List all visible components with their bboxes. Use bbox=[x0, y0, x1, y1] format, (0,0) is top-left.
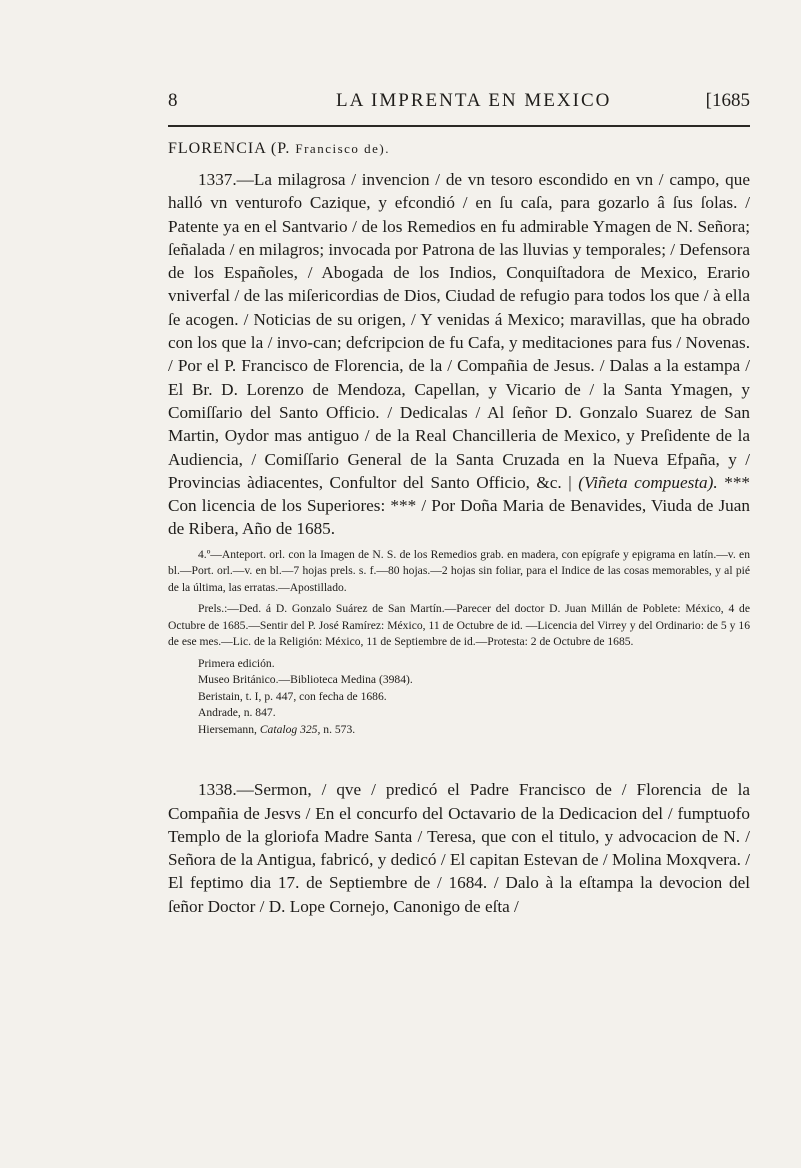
entry-1338-body: 1338.—Sermon, / qve / predicó el Padre Francisco de / Florencia de la Compañia de Jesvs / En el concurfo del Octavario de la Dedicacion del / fumptuofo Templo de la gloriofa Madre Santa / Teresa, que con el titulo, y advocacion de N. / Señora de la Antigua, fabricó, y dedicó / El capitan Estevan de / Molina Moxqvera. / El feptimo dia 17. de Septiembre de / 1684. / Dalo à la eſtampa la devocion del ſeñor Doctor / D. Lope Cornejo, Canonigo de eſta / bbox=[168, 780, 750, 916]
page-content bbox=[168, 140, 750, 918]
prelims-note: Prels.:—Ded. á D. Gonzalo Suárez de San Martín.—Parecer del doctor D. Juan Millán de Poblete: México, 4 de Octubre de 1685.—Sentir del P. José Ramírez: México, 11 de Octubre de id. —Licencia del Virrey y del Ordinario: de 5 y 16 de ese mes.—Lic. de la Religión: México, 11 de Septiembre de id.—Protesta: 2 de Octubre de 1685. bbox=[168, 602, 750, 649]
collation-note: 4.º—Anteport. orl. con la Imagen de N. S. de los Remedios grab. en madera, con epígrafe y epigrama en latín.—v. en bl.—Port. orl.—v. en bl.—7 hojas prels. s. f.—80 hojas.—2 hojas sin foliar, para el Indice de las cosas memorables, y al pié de la última, las erratas.—Apostillado. bbox=[168, 547, 750, 594]
author-given-name: Francisco de). bbox=[295, 141, 390, 156]
entry-1337-text-b: *** Con licencia de los Superiores: *** / Por Doña Maria de Benavides, Viuda de Juan de Ribera, Año de 1685. bbox=[168, 472, 751, 539]
reference-beristain: Beristain, t. I, p. 447, con fecha de 1686. bbox=[198, 689, 387, 703]
author-heading bbox=[168, 140, 750, 158]
running-header bbox=[168, 86, 750, 116]
entry-1337-notes bbox=[168, 547, 750, 739]
entry-1337-italic: (Viñeta compuesta). bbox=[578, 472, 718, 492]
entry-1337-text-a: 1337.—La milagrosa / invencion / de vn tesoro escondido en vn / campo, que halló vn venturofo Cazique, y efcondió / en ſu caſa, para gozarlo â ſus ſolas. / Patente ya en el Santvario / de los Remedios en fu admirable Ymagen de N. Señora; ſeñalada / en milagros; invocada por Patrona de las lluvias y temporales; / Defensora de los Españoles, / Abogada de los Indios, Conquiſtadora de Mexico, Erario vniverfal / de las miſericordias de Dios, Ciudad de refugio para todos los que / à ella ſe acogen. / Noticias de su origen, / Y venidas á Mexico; maravillas, que ha obrado con los que la / invo-can; defcripcion de fu Cafa, y meditaciones para fus / Novenas. / Por el P. Francisco de Florencia, de la / Compañia de Jesus. / Dalas a la estampa / El Br. D. Lorenzo de Mendoza, Capellan, y Vicario de / la Santa Ymagen, y Comiſſario del Santo Officio. / Dedicalas / Al ſeñor D. Gonzalo Suarez de San Martin, Oydor mas antiguo / de la Real Chancilleria de Mexico, y Preſidente de la Audiencia, / Comiſſario General de la Santa Cruzada en la Nueva Efpaña, y / Provincias àdiacentes, Confultor del Santo Officio, &c. | bbox=[168, 170, 750, 492]
running-title: LA IMPRENTA EN MEXICO bbox=[336, 90, 612, 111]
reference-hiersemann: Hiersemann, Catalog 325, n. 573. bbox=[198, 722, 356, 736]
author-prefix: (P. bbox=[270, 140, 291, 157]
location-note: Museo Británico.—Biblioteca Medina (3984). bbox=[198, 673, 413, 687]
reference-andrade: Andrade, n. 847. bbox=[198, 706, 276, 720]
edition-note: Primera edición. bbox=[198, 656, 275, 670]
header-rule bbox=[168, 125, 750, 127]
author-surname: FLORENCIA bbox=[168, 140, 266, 157]
page-number: 8 bbox=[168, 90, 178, 111]
entry-1337-body bbox=[168, 168, 750, 541]
running-year: [1685 bbox=[705, 90, 750, 111]
